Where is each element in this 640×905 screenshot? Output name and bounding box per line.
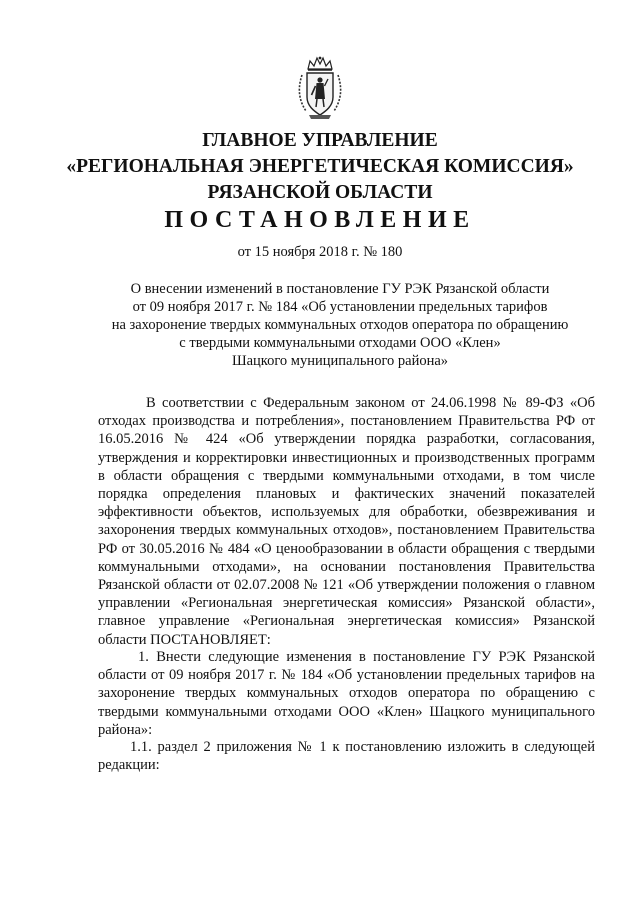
item-1-section [98,648,595,739]
document-date-number: от 15 ноября 2018 г. № 180 [237,244,403,260]
organization-name [60,128,580,206]
coat-of-arms-emblem [296,55,344,121]
preamble-paragraph: В соответствии с Федеральным законом от 24.06.1998 № 89-ФЗ «Об отходах производства и потребления», постановлением Правительства РФ от 16.05.2016 № 424 «Об утверждении порядка разработки, согласования, утверждения и корректировки инвестиционных и производственных программ в области обращения с твердыми коммунальными отходами, в том числе порядка определения плановых и фактических значений показателей эффективности объектов, используемых для обработки, обезвреживания и захоронения твердых коммунальных отходов», постановлением Правительства РФ от 30.05.2016 № 484 «О ценообразовании в области обращения с твердыми коммунальными отходами», на основании постановления Правительства Рязанской области от 02.07.2008 № 121 «Об утверждении положения о главном управлении «Региональная энергетическая комиссия» Рязанской области», главное управление «Региональная энергетическая комиссия» Рязанской области ПОСТАНОВЛЯЕТ: [98,395,595,648]
document-subject [80,280,600,370]
subject-line-5: Шацкого муниципального района» [231,353,449,369]
item-1-1-paragraph: 1.1. раздел 2 приложения № 1 к постановлению изложить в следующей редакции: [98,739,595,774]
document-type-heading: ПОСТАНОВЛЕНИЕ [164,207,476,233]
subject-line-1: О внесении изменений в постановление ГУ РЭК Рязанской области [130,281,550,297]
organization-line-2: «РЕГИОНАЛЬНАЯ ЭНЕРГЕТИЧЕСКАЯ КОМИССИЯ» [66,156,574,177]
subject-line-3: на захоронение твердых коммунальных отходов оператора по обращению [111,317,569,333]
item-1-paragraph: 1. Внести следующие изменения в постановление ГУ РЭК Рязанской области от 09 ноября 2017 г. № 184 «Об установлении предельных тарифов на захоронение твердых коммунальных отходов оператора по обращению с твердыми коммунальными отходами ООО «Клен» Шацкого муниципального района»: [98,649,595,738]
subject-line-4: с твердыми коммунальными отходами ООО «Клен» [179,335,501,351]
item-1-1-section [98,738,595,774]
subject-line-2: от 09 ноября 2017 г. № 184 «Об установлении предельных тарифов [132,299,548,315]
organization-line-1: ГЛАВНОЕ УПРАВЛЕНИЕ [202,130,438,151]
organization-line-3: РЯЗАНСКОЙ ОБЛАСТИ [207,182,433,203]
preamble-section [98,394,595,649]
